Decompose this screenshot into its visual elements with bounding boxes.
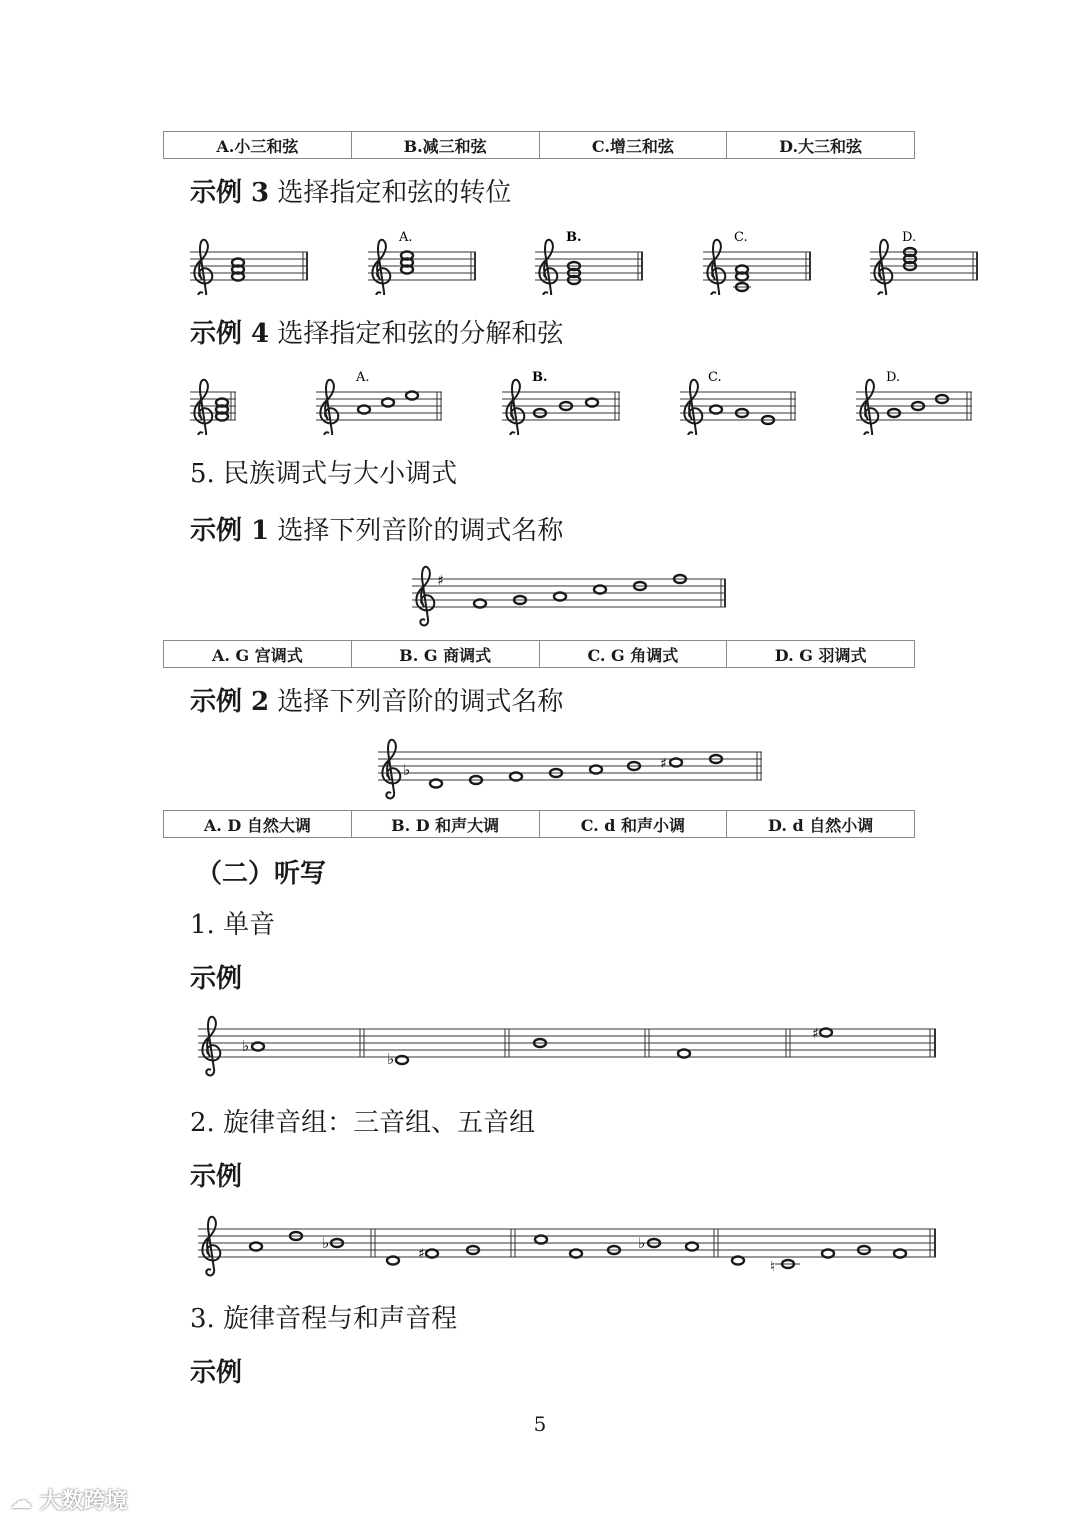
example-4-staves <box>0 360 1080 435</box>
dictation-2-title: 2. 旋律音组：三音组、五音组 <box>190 1108 536 1138</box>
mode-option-b: B. G 商调式 <box>351 641 539 668</box>
sharp-accidental: ♯ <box>812 1026 819 1042</box>
watermark: ☁ 大数跨境 <box>10 1489 128 1514</box>
label-c-2: C. <box>708 370 722 385</box>
staff-option-a <box>368 230 476 295</box>
label-b-2: B. <box>532 370 548 385</box>
staff-option-c <box>703 230 811 295</box>
label-a: A. <box>399 230 413 245</box>
dictation-3-title: 3. 旋律音程与和声音程 <box>190 1304 458 1334</box>
sharp-key-signature: ♯ <box>437 573 444 589</box>
key-option-b: B. D 和声大调 <box>351 811 539 838</box>
staff-option-a-arpeggio <box>316 370 442 435</box>
label-b: B. <box>566 230 582 245</box>
mode-option-d: D. G 羽调式 <box>727 641 915 668</box>
key-option-d: D. d 自然小调 <box>727 811 915 838</box>
label-a-2: A. <box>356 370 370 385</box>
example-3-staves <box>0 220 1080 295</box>
dictation-1-title: 1. 单音 <box>190 910 276 940</box>
dictation-2-example: 示例 <box>190 1162 243 1192</box>
natural-accidental: ♮ <box>770 1259 776 1275</box>
flat-accidental: ♭ <box>387 1050 395 1068</box>
flat-accidental: ♭ <box>638 1234 646 1252</box>
sharp-accidental: ♯ <box>660 756 667 772</box>
example-4-heading: 示例 4 选择指定和弦的分解和弦 <box>190 319 564 349</box>
flat-key-signature: ♭ <box>403 761 411 779</box>
label-d: D. <box>902 230 917 245</box>
staff-given-chord <box>190 240 308 295</box>
mode-option-c: C. G 角调式 <box>539 641 727 668</box>
dictation-3-example: 示例 <box>190 1358 243 1388</box>
example-5-2-heading: 示例 2 选择下列音阶的调式名称 <box>190 687 564 717</box>
dictation-title: （二）听写 <box>196 859 327 889</box>
mode-options-table-1 <box>163 640 915 668</box>
mode-options-table-2 <box>163 810 915 838</box>
staff-option-b-arpeggio <box>502 370 620 435</box>
staff-option-d <box>870 230 978 295</box>
option-a: A.小三和弦 <box>164 132 352 159</box>
example-3-heading: 示例 3 选择指定和弦的转位 <box>190 178 512 208</box>
label-c: C. <box>734 230 748 245</box>
flat-accidental: ♭ <box>242 1037 250 1055</box>
staff-given-chord-2 <box>190 380 236 435</box>
scale-staff-1 <box>0 560 1080 630</box>
dictation-1-example: 示例 <box>190 964 243 994</box>
staff-option-d-arpeggio <box>856 370 972 435</box>
example-5-1-heading: 示例 1 选择下列音阶的调式名称 <box>190 516 564 546</box>
sharp-accidental: ♯ <box>418 1246 425 1262</box>
scale-staff-2 <box>0 735 1080 800</box>
section-5-title: 5. 民族调式与大小调式 <box>190 459 458 489</box>
option-b: B.减三和弦 <box>351 132 539 159</box>
option-c: C.增三和弦 <box>539 132 727 159</box>
melodic-groups-staff <box>0 1210 1080 1280</box>
key-option-a: A. D 自然大调 <box>164 811 352 838</box>
page-number: 5 <box>533 1412 547 1436</box>
staff-option-c-arpeggio <box>680 370 796 435</box>
flat-accidental: ♭ <box>322 1234 330 1252</box>
staff-option-b <box>535 230 643 295</box>
option-d: D.大三和弦 <box>727 132 915 159</box>
watermark-logo-icon: ☁ <box>10 1489 40 1514</box>
label-d-2: D. <box>886 370 901 385</box>
single-notes-staff <box>0 1010 1080 1080</box>
chord-quality-options-table <box>163 131 915 159</box>
key-option-c: C. d 和声小调 <box>539 811 727 838</box>
mode-option-a: A. G 宫调式 <box>164 641 352 668</box>
